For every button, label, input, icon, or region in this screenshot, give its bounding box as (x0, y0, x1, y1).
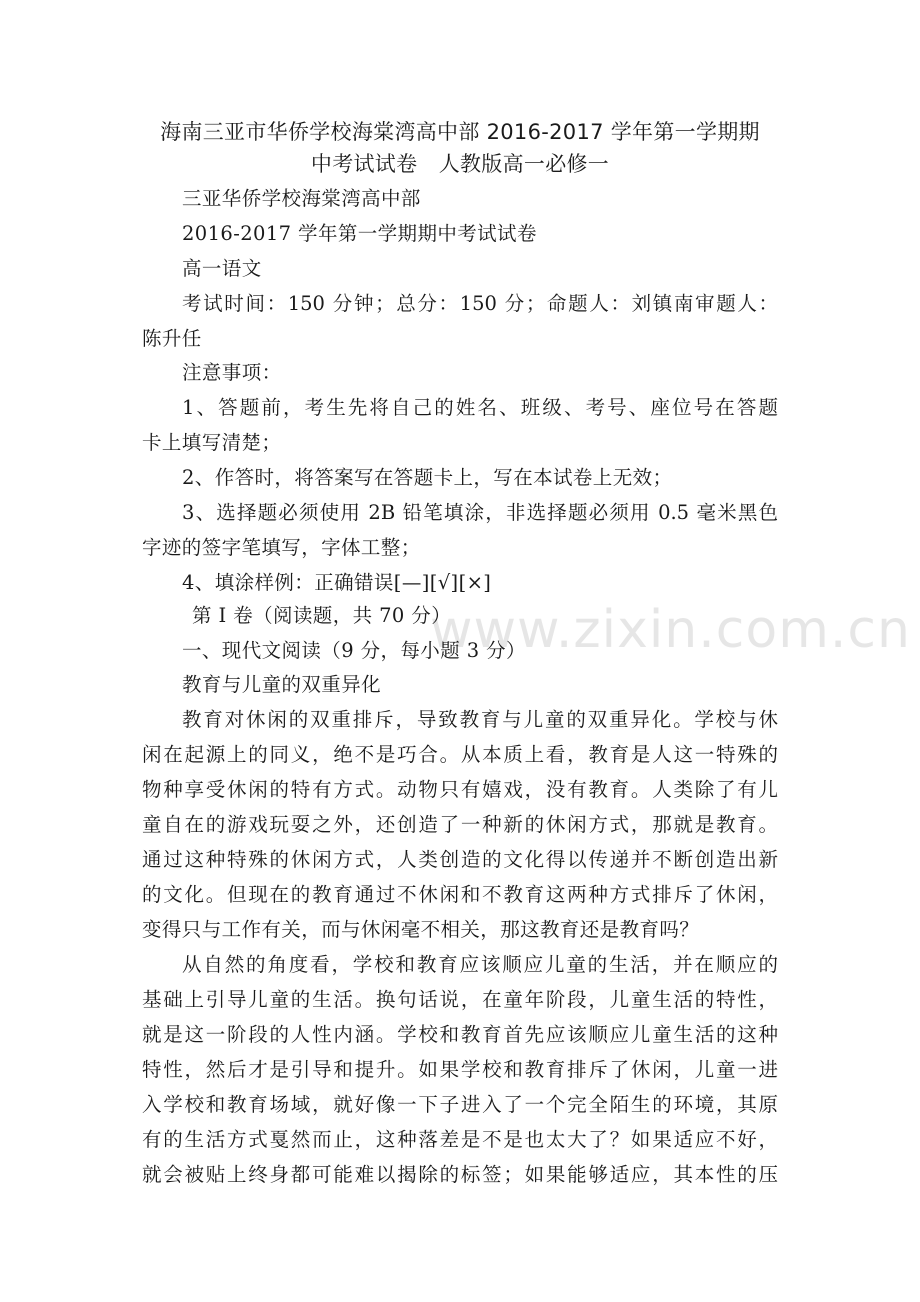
note-3-line-2: 字迹的签字笔填写，字体工整； (142, 536, 421, 559)
paragraph-1-line: 闲在起源上的同义，绝不是巧合。从本质上看，教育是人这一特殊的 (142, 743, 778, 766)
paragraph-1-line: 通过这种特殊的休闲方式，人类创造的文化得以传递并不断创造出新 (142, 848, 778, 871)
paragraph-2-line: 入学校和教育场域，就好像一下子进入了一个完全陌生的环境，其原 (142, 1093, 778, 1116)
paragraph-2-line: 有的生活方式戛然而止，这种落差是不是也太大了？如果适应不好， (142, 1128, 778, 1151)
article-title: 教育与儿童的双重异化 (182, 673, 382, 696)
paragraph-1-line: 变得只与工作有关，而与休闲毫不相关，那这教育还是教育吗？ (142, 918, 700, 941)
school-name: 三亚华侨学校海棠湾高中部 (182, 187, 421, 210)
note-3-line-1: 3、选择题必须使用 2B 铅笔填涂，非选择题必须用 0.5 毫米黑色 (182, 501, 778, 524)
note-1-line-1: 1、答题前，考生先将自己的姓名、班级、考号、座位号在答题 (182, 396, 778, 419)
paragraph-2-line: 就会被贴上终身都可能难以揭除的标签；如果能够适应，其本性的压 (142, 1163, 778, 1186)
subject: 高一语文 (182, 257, 262, 280)
paragraph-2-line: 从自然的角度看，学校和教育应该顺应儿童的生活，并在顺应的 (182, 953, 778, 976)
paragraph-1-line: 的文化。但现在的教育通过不休闲和不教育这两种方式排斥了休闲， (142, 883, 778, 906)
document-title-line-1: 海南三亚市华侨学校海棠湾高中部 2016-2017 学年第一学期期 (160, 120, 760, 144)
exam-name: 2016-2017 学年第一学期期中考试试卷 (182, 222, 537, 245)
note-4: 4、填涂样例：正确错误[—][√][×] (182, 571, 492, 594)
exam-info-line-2: 陈升任 (142, 327, 202, 350)
watermark: www.zixin.com.cn (430, 600, 911, 660)
note-1-line-2: 卡上填写清楚； (142, 431, 282, 454)
paragraph-1-line: 物种享受休闲的特有方式。动物只有嬉戏，没有教育。人类除了有儿 (142, 778, 778, 801)
paragraph-1-line: 童自在的游戏玩耍之外，还创造了一种新的休闲方式，那就是教育。 (142, 813, 778, 836)
exam-info-line-1: 考试时间：150 分钟；总分：150 分；命题人：刘镇南审题人： (182, 292, 778, 315)
paragraph-2-line: 就是这一阶段的人性内涵。学校和教育首先应该顺应儿童生活的这种 (142, 1023, 778, 1046)
volume-heading: 第 I 卷（阅读题，共 70 分） (192, 604, 452, 627)
paragraph-2-line: 特性，然后才是引导和提升。如果学校和教育排斥了休闲，儿童一进 (142, 1058, 778, 1081)
paragraph-2-line: 基础上引导儿童的生活。换句话说，在童年阶段，儿童生活的特性， (142, 988, 778, 1011)
section-1-heading: 一、现代文阅读（9 分，每小题 3 分） (182, 639, 526, 662)
notes-heading: 注意事项： (182, 361, 282, 384)
document-title-line-2: 中考试试卷 人教版高一必修一 (310, 152, 610, 176)
note-2: 2、作答时，将答案写在答题卡上，写在本试卷上无效； (182, 466, 673, 489)
paragraph-1-line: 教育对休闲的双重排斥，导致教育与儿童的双重异化。学校与休 (182, 708, 778, 731)
